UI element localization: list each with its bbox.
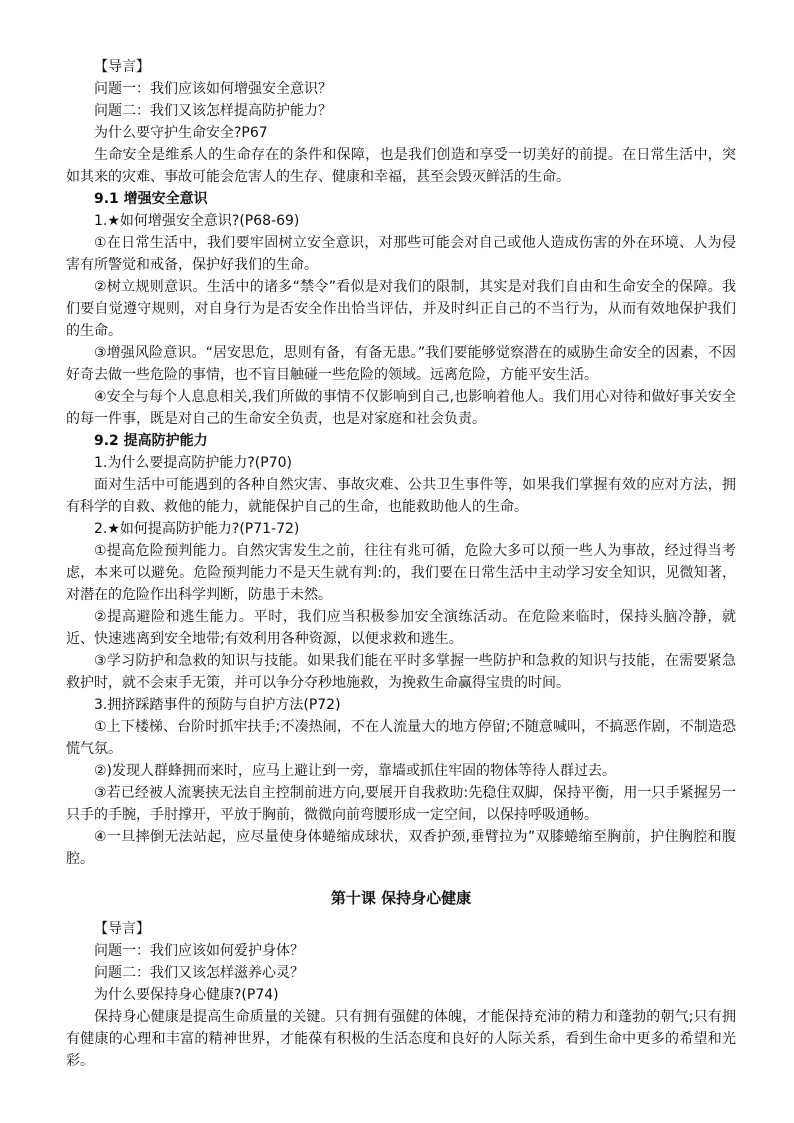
answer-paragraph: ②)发现人群蜂拥而来时，应马上避让到一旁，靠墙或抓住牢固的物体等待人群过去。 [94, 763, 617, 779]
section-heading-9-1: 9.1 增强安全意识 [94, 191, 208, 207]
why-answer: 保持身心健康是提高生命质量的关键。只有拥有强健的体魄，才能保持充沛的精力和蓬勃的朝气;只有拥有健康的心理和丰富的精神世界，才能葆有积极的生活态度和良好的人际关系，看到生命中更多的希望和光彩。 [66, 1009, 736, 1069]
chapter-title: 第十课 保持身心健康 [330, 889, 472, 907]
question-stampede: 3.拥挤踩踏事件的预防与自护方法(P72) [94, 697, 341, 713]
question-how-protect: 2.★如何提高防护能力?(P71-72) [94, 521, 300, 537]
intro-question-2: 问题二：我们又该怎样滋养心灵？ [94, 965, 304, 981]
answer-paragraph: ①上下楼梯、台阶时抓牢扶手;不凑热闹，不在人流量大的地方停留;不随意喊叫，不搞恶作剧，不制造恐慌气氛。 [66, 719, 736, 757]
answer-paragraph: ②树立规则意识。生活中的诸多“禁令”看似是对我们的限制，其实是对我们自由和生命安全的保障。我们要自觉遵守规则，对自身行为是否安全作出恰当评估，并及时纠正自己的不当行为，从而有效地保护我们的生命。 [66, 279, 736, 339]
question-why-protect: 1.为什么要提高防护能力?(P70) [94, 455, 292, 471]
intro-question-1: 问题一：我们应该如何爱护身体？ [94, 943, 304, 959]
intro-question-2: 问题二：我们又该怎样提高防护能力？ [94, 103, 332, 119]
intro-question-1: 问题一：我们应该如何增强安全意识？ [94, 81, 332, 97]
answer-paragraph: ①在日常生活中，我们要牢固树立安全意识，对那些可能会对自己或他人造成伤害的外在环境、人为侵害有所警觉和戒备，保护好我们的生命。 [66, 235, 736, 273]
answer-paragraph: ③增强风险意识。“居安思危，思则有备，有备无患。”我们要能够觉察潜在的威胁生命安全的因素，不因好奇去做一些危险的事情，也不盲目触碰一些危险的领域。远离危险，方能平安生活。 [66, 345, 736, 383]
answer-paragraph: ④一旦摔倒无法站起，应尽量使身体蜷缩成球状，双香护颈,垂臂拉为”双膝蜷缩至胸前，护住胸腔和腹腔。 [66, 829, 736, 867]
section-heading-9-2: 9.2 提高防护能力 [94, 433, 208, 449]
answer-paragraph: ③学习防护和急救的知识与技能。如果我们能在平时多掌握一些防护和急救的知识与技能，在需要紧急救护时，就不会束手无策，并可以争分夺秒地施救，为挽救生命赢得宝贵的时间。 [66, 653, 736, 691]
answer-paragraph: ④安全与每个人息息相关,我们所做的事情不仅影响到自己,也影响着他人。我们用心对待和做好事关安全的每一件事，既是对自己的生命安全负责，也是对家庭和社会负责。 [66, 389, 736, 427]
why-question: 为什么要保持身心健康?(P74) [94, 987, 279, 1003]
answer-paragraph: ①提高危险预判能力。自然灾害发生之前，往往有兆可循，危险大多可以预一些人为事故，经过得当考虑，本来可以避免。危险预判能力不是天生就有判:的，我们要在日常生活中主动学习安全知识，见微知著，对潜在的危险作出科学判断，防患于未然。 [66, 543, 736, 603]
why-answer: 生命安全是维系人的生命存在的条件和保障，也是我们创造和享受一切美好的前提。在日常生活中，突如其来的灾难、事故可能会危害人的生存、健康和幸福，甚至会毁灭鲜活的生命。 [66, 147, 736, 185]
why-question: 为什么要守护生命安全?P67 [94, 125, 268, 141]
answer-paragraph: ②提高避险和逃生能力。平时，我们应当积极参加安全演练活动。在危险来临时，保持头脑冷静，就近、快速逃离到安全地带;有效利用各种资源，以便求救和逃生。 [66, 609, 736, 647]
intro-label: 【导言】 [94, 59, 150, 75]
document-page [66, 56, 736, 1072]
question-how-safety: 1.★如何增强安全意识?(P68-69) [94, 213, 300, 229]
answer-paragraph: 面对生活中可能遇到的各种自然灾害、事故灾难、公共卫生事件等，如果我们掌握有效的应对方法，拥有科学的自救、救他的能力，就能保护自己的生命，也能救助他人的生命。 [66, 477, 736, 515]
answer-paragraph: ③若已经被人流裹挟无法自主控制前进方向,要展开自我救助:先稳住双脚，保持平衡，用一只手紧握另一只手的手腕，手肘撑开，平放于胸前，微微向前弯腰形成一定空间，以保持呼吸通畅。 [66, 785, 736, 823]
intro-label: 【导言】 [94, 921, 150, 937]
